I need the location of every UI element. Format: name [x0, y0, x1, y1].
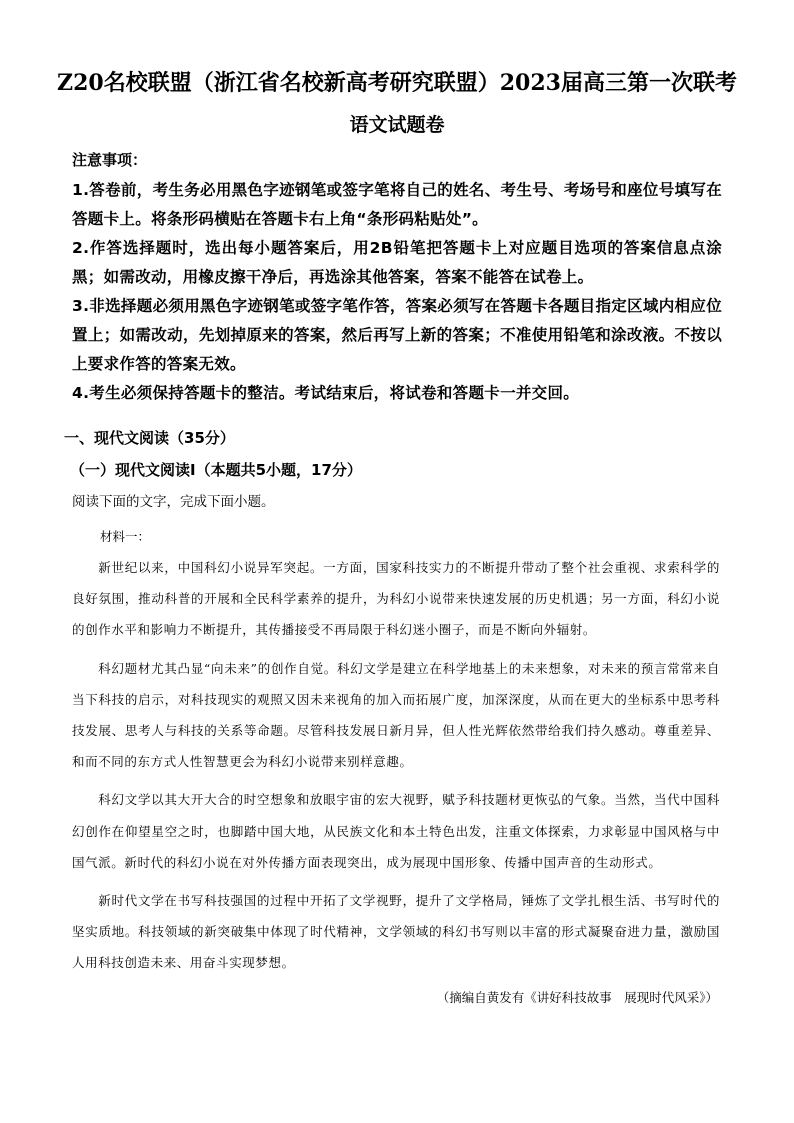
exam-subtitle: 语文试题卷	[349, 114, 445, 136]
notes-block	[72, 148, 722, 408]
section-heading-reading: 一、现代文阅读（35分）	[64, 429, 235, 447]
material-paragraph-2: 科幻题材尤其凸显“向未来”的创作自觉。科幻文学是建立在科学地基上的未来想象，对未来的预言常常来自当下科技的启示，对科技现实的观照又因未来视角的加入而拓展广度，加深深度，从而在更大的坐标系中思考科技发展、思考人与科技的关系等命题。尽管科技发展日新月异，但人性光辉依然带给我们持久感动。尊重差异、和而不同的东方式人性智慧更会为科幻小说带来别样意趣。	[72, 660, 720, 770]
note-item-3: 3.非选择题必须用黑色字迹钢笔或签字笔作答，答案必须写在答题卡各题目指定区域内相应位置上；如需改动，先划掉原来的答案，然后再写上新的答案；不准使用铅笔和涂改液。不按以上要求作答的答案无效。	[72, 297, 722, 373]
note-item-1: 1.答卷前，考生务必用黑色字迹钢笔或签字笔将自己的姓名、考生号、考场号和座位号填写在答题卡上。将条形码横贴在答题卡右上角“条形码粘贴处”。	[72, 181, 722, 228]
notes-heading: 注意事项：	[72, 151, 148, 169]
subsection-heading-reading-1: （一）现代文阅读Ⅰ（本题共5小题，17分）	[70, 461, 362, 479]
exam-title: Z20名校联盟（浙江省名校新高考研究联盟）2023届高三第一次联考	[57, 70, 737, 96]
note-item-4: 4.考生必须保持答题卡的整洁。考试结束后，将试卷和答题卡一并交回。	[72, 384, 580, 402]
material-body	[72, 552, 720, 986]
material-paragraph-1: 新世纪以来，中国科幻小说异军突起。一方面，国家科技实力的不断提升带动了整个社会重视、求索科学的良好氛围，推动科普的开展和全民科学素养的提升，为科幻小说带来快速发展的历史机遇；另一方面，科幻小说的创作水平和影响力不断提升，其传播接受不再局限于科幻迷小圈子，而是不断向外辐射。	[72, 560, 720, 638]
note-item-2: 2.作答选择题时，选出每小题答案后，用2B铅笔把答题卡上对应题目选项的答案信息点涂黑；如需改动，用橡皮擦干净后，再选涂其他答案，答案不能答在试卷上。	[72, 239, 722, 286]
material-label: 材料一：	[100, 529, 151, 544]
material-paragraph-4: 新时代文学在书写科技强国的过程中开拓了文学视野，提升了文学格局，锤炼了文学扎根生活、书写时代的坚实质地。科技领域的新突破集中体现了时代精神，文学领域的科幻书写则以丰富的形式凝聚奋进力量，激励国人用科技创造未来、用奋斗实现梦想。	[72, 893, 720, 971]
material-paragraph-3: 科幻文学以其大开大合的时空想象和放眼宇宙的宏大视野，赋予科技题材更恢弘的气象。当然，当代中国科幻创作在仰望星空之时，也脚踏中国大地，从民族文化和本土特色出发，注重文体探索，力求彰显中国风格与中国气派。新时代的科幻小说在对外传播方面表现突出，成为展现中国形象、传播中国声音的生动形式。	[72, 792, 720, 870]
material-source-citation: （摘编自黄发有《讲好科技故事 展现时代风采》）	[436, 990, 718, 1005]
reading-instruction: 阅读下面的文字，完成下面小题。	[72, 494, 275, 510]
